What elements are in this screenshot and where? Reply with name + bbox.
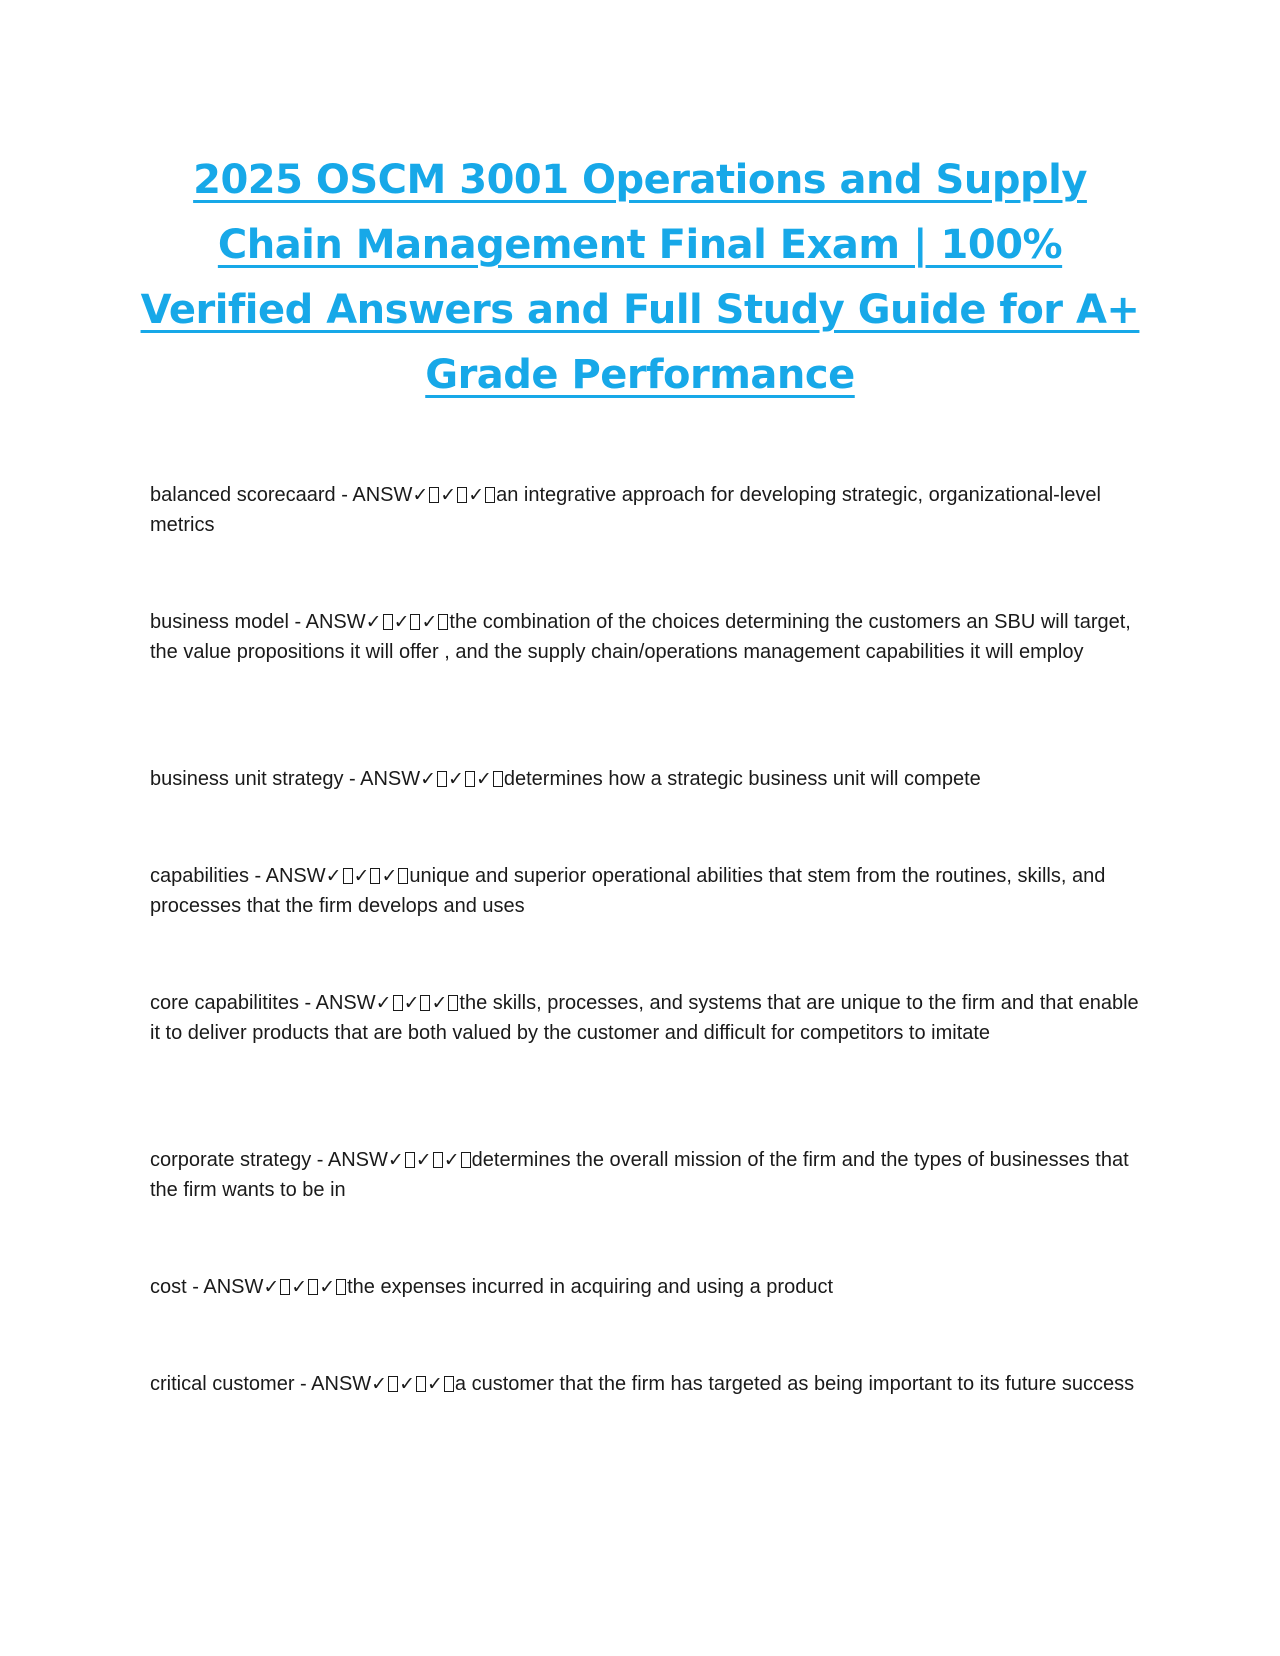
entry-term: balanced scorecaard [150,484,336,506]
box-icon [370,868,380,884]
check-icon: ✓ [448,768,464,790]
entry-term: critical customer [150,1373,295,1395]
check-icon: ✓ [468,484,485,506]
box-icon [444,1376,454,1392]
document-title: 2025 OSCM 3001 Operations and Supply Chain Management Final Exam | 100% Verified Answers and Full Study Guide for A+ Grade Performance [140,157,1140,398]
box-icon [308,1279,318,1295]
entry-separator: - [186,1276,204,1298]
answer-marker: ANSW [315,992,376,1014]
entry-definition: determines the overall mission of the firm and the types of businesses that the firm wants to be in [150,1149,1129,1201]
box-icon [388,1376,398,1392]
check-icon: ✓ [431,992,448,1014]
box-icon [433,1152,443,1168]
glossary-entry [150,480,1140,540]
box-icon [383,614,393,630]
box-icon [343,868,353,884]
entry-separator: - [298,992,316,1014]
check-icon: ✓ [421,611,438,633]
glossary-entry [150,1272,1140,1302]
entry-term: business model [150,611,289,633]
answer-marker: ANSW [265,865,326,887]
check-icon: ✓ [440,484,457,506]
entry-definition: the combination of the choices determining the customers an SBU will target, the value propositions it will offer , and the supply chain/operations management capabilities it will employ [150,611,1131,663]
glossary-entry [150,607,1140,667]
box-icon [429,487,439,503]
title-block [140,148,1140,408]
entry-term: cost [150,1276,187,1298]
box-icon [405,1152,415,1168]
entry-separator: - [294,1373,312,1395]
check-icon: ✓ [387,1149,404,1171]
check-icon: ✓ [427,1373,443,1395]
entry-definition: the skills, processes, and systems that are unique to the firm and that enable it to deliver products that are both valued by the customer and difficult for competitors to imitate [150,992,1139,1044]
box-icon [493,771,503,787]
check-icon: ✓ [412,484,429,506]
entry-separator: - [311,1149,328,1171]
box-icon [457,487,467,503]
entry-definition: unique and superior operational abilities that stem from the routines, skills, and processes that the firm develops and uses [150,865,1106,917]
entry-term: core capabilitites [150,992,299,1014]
answer-marker: ANSW [203,1276,264,1298]
box-icon [448,995,458,1011]
box-icon [420,995,430,1011]
check-icon: ✓ [319,1276,336,1298]
box-icon [485,487,495,503]
check-icon: ✓ [291,1276,308,1298]
answer-marker: ANSW [311,1373,372,1395]
entry-definition: determines how a strategic business unit will compete [503,768,981,790]
check-icon: ✓ [420,768,437,790]
check-icon: ✓ [353,865,370,887]
answer-marker: ANSW [360,768,421,790]
box-icon [398,868,408,884]
check-icon: ✓ [375,992,392,1014]
check-icon: ✓ [371,1373,388,1395]
check-icon: ✓ [365,611,382,633]
entry-definition: an integrative approach for developing strategic, organizational-level metrics [150,484,1101,536]
answer-marker: ANSW [305,611,366,633]
box-icon [393,995,403,1011]
box-icon [336,1279,346,1295]
check-icon: ✓ [403,992,420,1014]
entry-separator: - [288,611,306,633]
glossary-entry [150,1145,1140,1205]
answer-marker: ANSW [327,1149,388,1171]
check-icon: ✓ [443,1149,460,1171]
entry-term: business unit strategy [150,768,344,790]
check-icon: ✓ [415,1149,432,1171]
entry-definition: a customer that the firm has targeted as being important to its future success [454,1373,1135,1395]
check-icon: ✓ [399,1373,415,1395]
answer-marker: ANSW [352,484,413,506]
glossary-entry [150,764,1140,794]
entry-term: capabilities [150,865,249,887]
check-icon: ✓ [263,1276,280,1298]
box-icon [410,614,420,630]
entry-separator: - [248,865,266,887]
box-icon [416,1376,426,1392]
glossary-entry [150,988,1140,1048]
check-icon: ✓ [325,865,342,887]
box-icon [461,1152,471,1168]
glossary-entry [150,1369,1140,1399]
glossary-entry [150,861,1140,921]
entry-definition: the expenses incurred in acquiring and using a product [347,1276,833,1298]
entry-separator: - [343,768,361,790]
box-icon [437,771,447,787]
check-icon: ✓ [393,611,410,633]
entry-term: corporate strategy [150,1149,312,1171]
entry-separator: - [335,484,353,506]
check-icon: ✓ [475,768,492,790]
box-icon [280,1279,290,1295]
check-icon: ✓ [381,865,398,887]
box-icon [438,614,448,630]
box-icon [465,771,475,787]
